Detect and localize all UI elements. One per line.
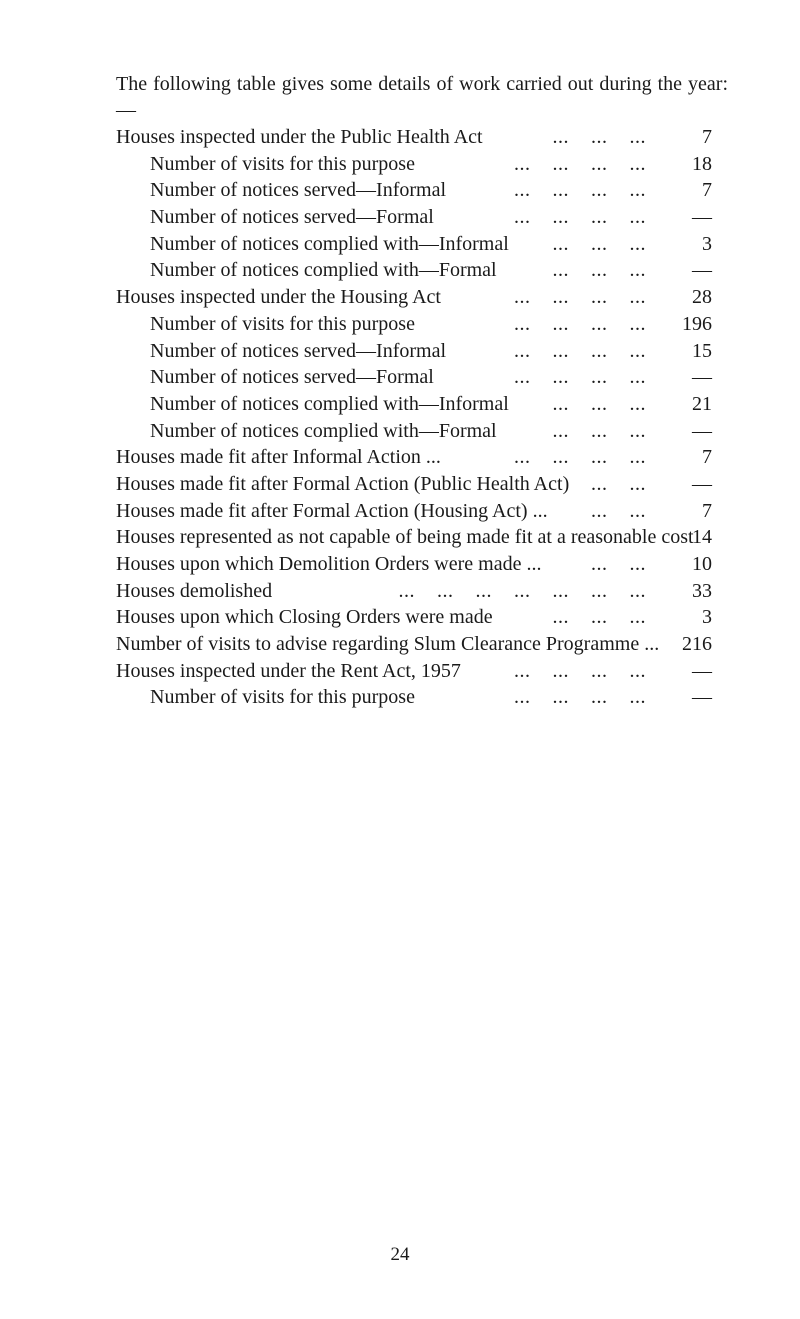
dot-leader: ... ... ... — [552, 392, 646, 415]
row-label: Houses upon which Closing Orders were made — [116, 606, 493, 629]
table-row — [116, 444, 712, 471]
dot-leader: ... ... ... — [552, 259, 646, 282]
row-value: — — [692, 366, 712, 389]
row-value: 28 — [692, 286, 712, 309]
dot-leader: ... ... ... ... — [514, 312, 646, 335]
dot-leader: ... ... ... ... — [514, 446, 646, 469]
row-label: Number of notices served—Formal — [150, 366, 434, 389]
row-value: 7 — [702, 499, 712, 522]
row-value: — — [692, 206, 712, 229]
table-row — [116, 311, 712, 338]
row-label: Houses made fit after Informal Action ... — [116, 446, 441, 469]
table-row — [116, 257, 712, 284]
work-details-table — [116, 124, 712, 711]
row-label: Houses inspected under the Public Health Act — [116, 126, 483, 148]
row-value: 10 — [692, 553, 712, 575]
dot-leader: ... ... ... ... ... ... ... — [398, 579, 646, 602]
table-row — [116, 551, 712, 578]
dot-leader: ... ... ... ... — [514, 686, 646, 709]
row-label: Number of visits for this purpose — [150, 686, 415, 709]
row-label: Number of visits to advise regarding Slum Clearance Programme ... — [116, 633, 660, 656]
row-value: 196 — [682, 312, 712, 335]
row-label: Number of notices served—Informal — [150, 179, 447, 202]
row-label: Number of notices complied with—Informal — [150, 392, 509, 415]
dot-leader: ... ... — [591, 553, 646, 575]
dot-leader: ... ... ... — [552, 419, 646, 442]
dot-leader: ... ... ... — [552, 126, 646, 148]
table-row — [116, 498, 712, 525]
row-label: Number of notices served—Formal — [150, 206, 434, 229]
table-row — [116, 471, 712, 498]
row-value: 33 — [692, 579, 712, 602]
row-label: Houses inspected under the Rent Act, 1957 — [116, 659, 461, 682]
table-row — [116, 338, 712, 365]
dot-leader: ... ... ... ... — [514, 152, 646, 175]
table-row — [116, 578, 712, 605]
row-value: 7 — [702, 179, 712, 202]
dot-leader: ... ... ... — [552, 606, 646, 629]
row-label: Houses inspected under the Housing Act — [116, 286, 441, 309]
row-label: Number of visits for this purpose — [150, 312, 415, 335]
row-label: Number of notices complied with—Formal — [150, 419, 497, 442]
table-row — [116, 418, 712, 445]
row-label: Houses made fit after Formal Action (Public Health Act) — [116, 472, 570, 495]
row-value: — — [692, 259, 712, 282]
row-value: — — [692, 419, 712, 442]
row-value: 216 — [682, 633, 712, 656]
row-label: Number of notices complied with—Informal — [150, 232, 509, 255]
page-number: 24 — [390, 1244, 410, 1265]
dot-leader: ... ... ... ... — [514, 179, 646, 202]
intro-paragraph: The following table gives some details of work carried out during the year:— — [116, 73, 728, 121]
row-label: Number of notices complied with—Formal — [150, 259, 497, 282]
row-value: 7 — [702, 446, 712, 469]
table-row — [116, 151, 712, 178]
row-value: 21 — [692, 392, 712, 415]
table-row — [116, 631, 712, 658]
row-value: 14 — [692, 526, 712, 549]
table-row — [116, 204, 712, 231]
row-value: 7 — [702, 126, 712, 148]
dot-leader: ... ... ... ... — [514, 206, 646, 229]
row-value: 15 — [692, 339, 712, 362]
row-label: Houses made fit after Formal Action (Housing Act) ... — [116, 499, 548, 522]
table-row — [116, 391, 712, 418]
table-row — [116, 177, 712, 204]
row-value: — — [692, 686, 712, 709]
table-row — [116, 284, 712, 311]
table-row — [116, 364, 712, 391]
row-value: 18 — [692, 152, 712, 175]
row-label: Number of notices served—Informal — [150, 339, 447, 362]
dot-leader: ... ... ... — [552, 232, 646, 255]
row-value: — — [692, 659, 712, 682]
table-row — [116, 124, 712, 151]
row-value: 3 — [702, 232, 712, 255]
table-row — [116, 604, 712, 631]
table-row — [116, 231, 712, 258]
dot-leader: ... ... ... ... — [514, 339, 646, 362]
table-row — [116, 524, 712, 551]
row-value: 3 — [702, 606, 712, 629]
dot-leader: ... ... — [591, 499, 646, 522]
row-label: Houses demolished — [116, 579, 273, 602]
table-row — [116, 684, 712, 711]
row-label: Houses represented as not capable of being made fit at a reasonable cost — [116, 526, 694, 549]
row-label: Number of visits for this purpose — [150, 152, 415, 175]
dot-leader: ... ... ... ... — [514, 366, 646, 389]
dot-leader: ... ... ... ... — [514, 286, 646, 309]
dot-leader: ... ... — [591, 472, 646, 495]
table-row — [116, 658, 712, 685]
row-value: — — [692, 472, 712, 495]
row-label: Houses upon which Demolition Orders were made ... — [116, 553, 542, 575]
dot-leader: ... ... ... ... — [514, 659, 646, 682]
